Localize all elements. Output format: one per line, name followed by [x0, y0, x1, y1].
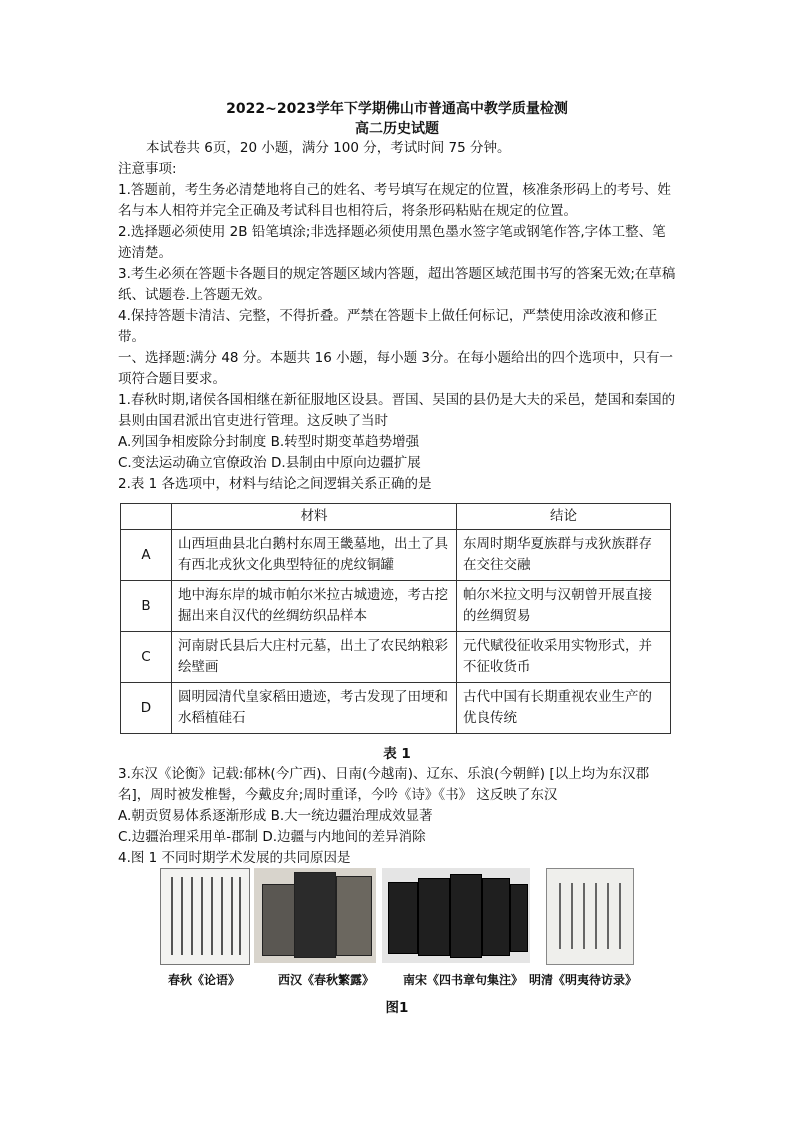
lunyu-book-image — [160, 868, 250, 965]
instructions-block — [118, 138, 678, 495]
table-row — [121, 530, 671, 581]
row-option: B — [121, 581, 172, 632]
table-header-blank — [121, 504, 172, 530]
table-row — [121, 581, 671, 632]
question-1-options: C.变法运动确立官僚政治 D.县制由中原向边疆扩展 — [118, 455, 421, 471]
row-material: 山西垣曲县北白鹅村东周王畿墓地，出土了具有西北戎狄文化典型特征的虎纹铜罐 — [172, 530, 457, 581]
table-row — [121, 632, 671, 683]
table-caption: 表 1 — [383, 746, 411, 762]
question-4-stem: 4.图 1 不同时期学术发展的共同原因是 — [118, 850, 351, 866]
row-conclusion: 东周时期华夏族群与戎狄族群存在交往交融 — [457, 530, 671, 581]
note-item: 2.选择题必须使用 2B 铅笔填涂;非选择题必须使用黑色墨水签字笔或钢笔作答,字体工整、笔迹清楚。 — [118, 224, 666, 261]
table-row — [121, 683, 671, 734]
row-material: 河南尉氏县后大庄村元墓，出土了农民纳粮彩绘壁画 — [172, 632, 457, 683]
note-item: 3.考生必须在答题卡各题目的规定答题区域内答题，超出答题区域范围书写的答案无效;在草稿纸、试题卷.上答题无效。 — [118, 266, 676, 303]
table-header-conclusion: 结论 — [457, 504, 671, 530]
row-conclusion: 古代中国有长期重视农业生产的优良传统 — [457, 683, 671, 734]
question-2-stem: 2.表 1 各选项中，材料与结论之间逻辑关系正确的是 — [118, 476, 432, 492]
exam-subtitle: 高二历史试题 — [355, 121, 439, 137]
table-header-material: 材料 — [172, 504, 457, 530]
note-item: 4.保持答题卡清洁、完整，不得折叠。严禁在答题卡上做任何标记，严禁使用涂改液和修正带。 — [118, 308, 658, 345]
figure-label: 明清《明夷待访录》 — [529, 973, 638, 987]
figure-caption: 图1 — [385, 1000, 409, 1016]
figure-1 — [160, 868, 640, 963]
exam-intro: 本试卷共 6页，20 小题，满分 100 分，考试时间 75 分钟。 — [146, 140, 511, 156]
figure-label: 西汉《春秋繁露》 — [278, 973, 375, 987]
figure-label: 南宋《四书章句集注》 — [403, 973, 524, 987]
questions-block — [118, 764, 678, 869]
note-item: 1.答题前，考生务必清楚地将自己的姓名、考号填写在规定的位置，核准条形码上的考号、姓名与本人相符并完全正确及考试科目也相符后，将条形码粘贴在规定的位置。 — [118, 182, 671, 219]
mingyi-daifanglu-book-image — [546, 868, 634, 965]
row-material: 地中海东岸的城市帕尔米拉古城遗迹，考古挖掘出来自汉代的丝绸纺织品样本 — [172, 581, 457, 632]
table-header-row — [121, 504, 671, 530]
notes-heading: 注意事项: — [118, 161, 177, 177]
question-3-options: A.朝贡贸易体系逐渐形成 B.大一统边疆治理成效显著 — [118, 808, 433, 824]
sishu-zhangju-book-image — [382, 868, 530, 963]
section-heading: 一、选择题:满分 48 分。本题共 16 小题，每小题 3分。在每小题给出的四个选项中，只有一项符合题目要求。 — [118, 350, 673, 387]
row-option: D — [121, 683, 172, 734]
question-3-stem: 3.东汉《论衡》记载:郁林(今广西)、日南(今越南)、辽东、乐浪(今朝鲜) [以上均为东汉郡名]，周时被发椎髻，今戴皮弁;周时重译，今吟《诗》《书》 这反映了东汉 — [118, 766, 650, 803]
question-3-options: C.边疆治理采用单-郡制 D.边疆与内地间的差异消除 — [118, 829, 426, 845]
figure-label: 春秋《论语》 — [168, 973, 241, 987]
row-conclusion: 帕尔米拉文明与汉朝曾开展直接的丝绸贸易 — [457, 581, 671, 632]
row-conclusion: 元代赋役征收采用实物形式，并不征收货币 — [457, 632, 671, 683]
exam-title: 2022~2023学年下学期佛山市普通高中教学质量检测 — [226, 101, 568, 117]
table-1 — [120, 503, 671, 734]
row-option: A — [121, 530, 172, 581]
chunqiu-fanlu-book-image — [254, 868, 376, 963]
question-1-options: A.列国争相废除分封制度 B.转型时期变革趋势增强 — [118, 434, 420, 450]
row-option: C — [121, 632, 172, 683]
row-material: 圆明园清代皇家稻田遗迹，考古发现了田埂和水稻植硅石 — [172, 683, 457, 734]
question-1-stem: 1.春秋时期,诸侯各国相继在新征服地区设县。晋国、吴国的县仍是大夫的采邑，楚国和秦国的县则由国君派出官吏进行管理。这反映了当时 — [118, 392, 676, 429]
